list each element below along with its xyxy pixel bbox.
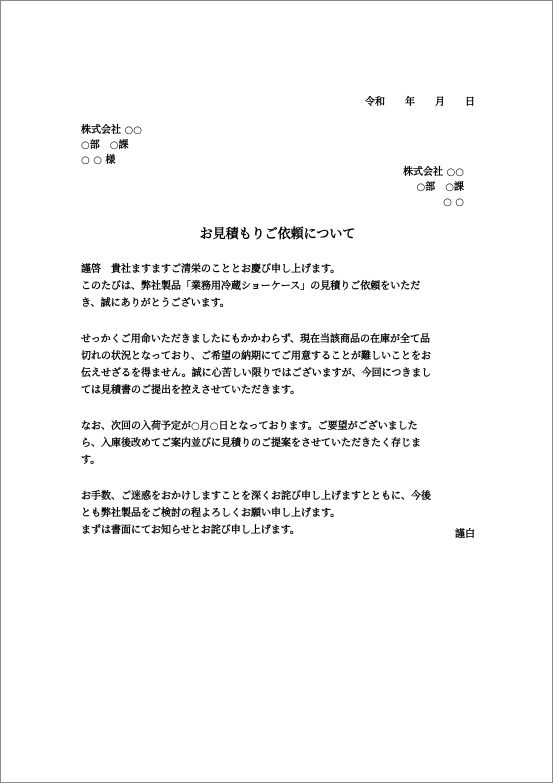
sender-department: ○部 ○課: [416, 182, 464, 193]
sender-block: [361, 166, 464, 211]
closing-word: 謹白: [455, 529, 475, 540]
recipient-block: [81, 124, 142, 169]
body-line: 伝えせざるを得ません。誠に心苦しい限りではございますが、今回につきまし: [81, 368, 432, 379]
sender-company: 株式会社 ○○: [403, 167, 464, 178]
body-line: ら、入庫後改めてご案内並びに見積りのご提案をさせていただきたく存じま: [81, 438, 421, 449]
document-title: お見積もりご依頼について: [199, 227, 356, 242]
body-line: き、誠にありがとうございます。: [81, 298, 230, 309]
body-line: とも弊社製品をご検討の程よろしくお願い申し上げます。: [81, 508, 341, 519]
paragraph-greeting: [81, 263, 476, 314]
body-line: まずは書面にてお知らせとお詫び申し上げます。: [81, 525, 300, 536]
letter-body: [81, 263, 476, 560]
recipient-person: ○ ○ 様: [81, 155, 116, 166]
paragraph-refusal: [81, 333, 476, 401]
sender-person: ○ ○: [443, 197, 464, 208]
body-line: 謹啓 貴社ますますご清栄のこととお慶び申し上げます。: [81, 264, 341, 275]
body-line: なお、次回の入荷予定が○月○日となっております。ご要望がございました: [81, 421, 418, 432]
recipient-company: 株式会社 ○○: [81, 125, 142, 136]
body-line: このたびは、弊社製品「業務用冷蔵ショーケース」の見積りご依頼をいただ: [81, 281, 421, 292]
body-line: す。: [81, 455, 101, 466]
document-date: 令和 年 月 日: [365, 97, 475, 108]
body-line: 切れの状況となっており、ご希望の納期にてご用意することが難しいことをお: [81, 351, 431, 362]
body-line: せっかくご用命いただきましたにもかかわらず、現在当該商品の在庫が全て品: [81, 334, 430, 345]
paragraph-next-stock: [81, 420, 476, 471]
body-line: ては見積書のご提出を控えさせていただきます。: [81, 385, 301, 396]
body-line: お手数、ご迷惑をおかけしますことを深くお詫び申し上げますとともに、今後: [81, 491, 431, 502]
recipient-department: ○部 ○課: [81, 140, 129, 151]
